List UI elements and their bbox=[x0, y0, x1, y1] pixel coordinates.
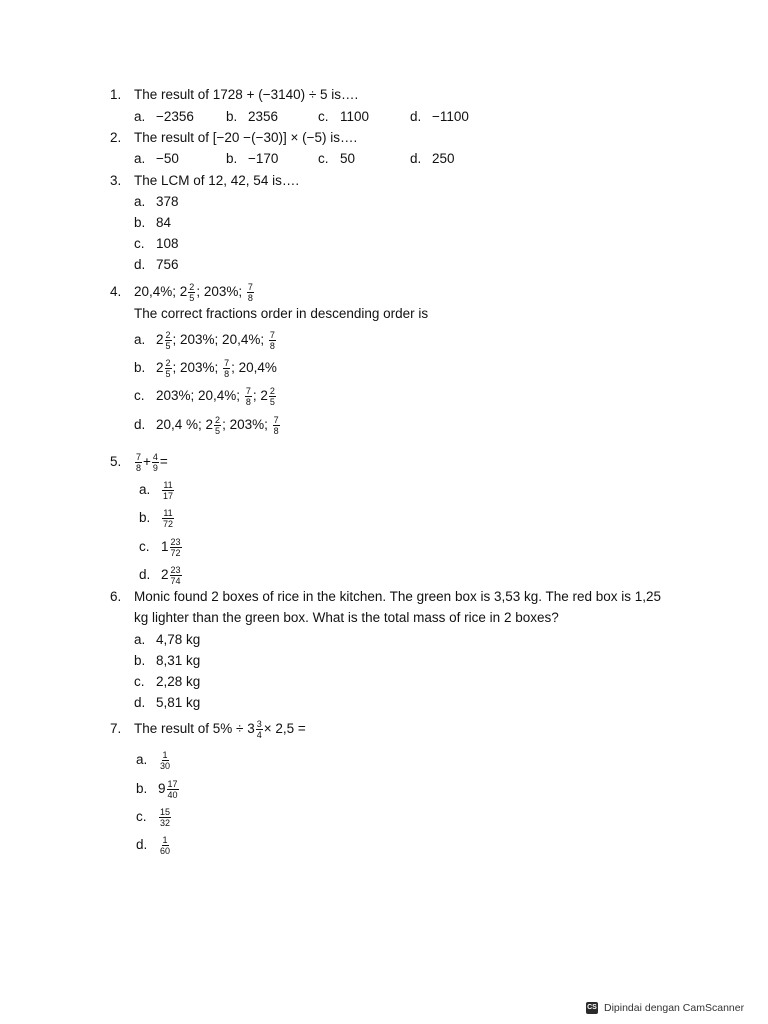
question-number: 1. bbox=[110, 87, 122, 102]
fraction: $\frac{2}{5}$ bbox=[165, 330, 171, 351]
option-4c: c. 203%; 20,4%; $\frac{7}{8}$ ; 2 $\frac{2}{5}$ bbox=[134, 386, 275, 407]
fraction: $\frac{11}{72}$ bbox=[163, 508, 174, 529]
question-text: Monic found 2 boxes of rice in the kitchen. The green box is 3,53 kg. The red box is 1,25 bbox=[134, 589, 662, 604]
question-number: 7. bbox=[110, 721, 122, 737]
watermark-text: Dipindai dengan CamScanner bbox=[604, 1002, 745, 1014]
fraction: $\frac{7}{8}$ bbox=[136, 452, 142, 473]
option-6d: d. 5,81 kg bbox=[134, 695, 201, 710]
option-3a: a. 378 bbox=[134, 194, 179, 209]
option-6c: c. 2,28 kg bbox=[134, 674, 201, 689]
fraction: $\frac{2}{5}$ bbox=[215, 415, 221, 436]
fraction: $\frac{7}{8}$ bbox=[273, 415, 279, 436]
option-7b: b. 9 $\frac{17}{40}$ bbox=[136, 779, 178, 800]
fraction: $\frac{23}{74}$ bbox=[170, 565, 181, 586]
option-5b: b. $\frac{11}{72}$ bbox=[139, 508, 174, 529]
fraction: $\frac{23}{72}$ bbox=[170, 537, 181, 558]
option-3d: d. 756 bbox=[134, 257, 179, 272]
option-4a: a. 2 $\frac{2}{5}$ ; 203%; 20,4%; $\frac{7}{8}$ bbox=[134, 330, 275, 351]
question-number: 3. bbox=[110, 173, 122, 188]
option-5d: d. 2 $\frac{23}{74}$ bbox=[139, 565, 181, 586]
question-5: 5. $\frac{7}{8}$ + $\frac{4}{9}$ = bbox=[110, 452, 168, 473]
fraction: $\frac{15}{32}$ bbox=[160, 807, 171, 828]
question-4-instruction: The correct fractions order in descending order is bbox=[134, 306, 429, 321]
question-text: The LCM of 12, 42, 54 is…. bbox=[134, 173, 300, 188]
fraction: $\frac{2}{5}$ bbox=[165, 358, 171, 379]
question-3 bbox=[110, 172, 299, 190]
question-6-line2: kg lighter than the green box. What is the total mass of rice in 2 boxes? bbox=[134, 610, 559, 625]
option-1d: d. −1100 bbox=[410, 109, 469, 124]
question-4: 4. 20,4%; 2 $\frac{2}{5}$ ; 203%; $\frac{7}{8}$ bbox=[110, 282, 253, 303]
camscanner-icon: CS bbox=[586, 1002, 598, 1014]
fraction: $\frac{3}{4}$ bbox=[256, 719, 262, 740]
fraction: $\frac{7}{8}$ bbox=[247, 282, 253, 303]
fraction: $\frac{1}{60}$ bbox=[160, 835, 171, 856]
fraction: $\frac{4}{9}$ bbox=[152, 452, 158, 473]
option-3b: b. 84 bbox=[134, 215, 172, 230]
fraction: $\frac{7}{8}$ bbox=[224, 358, 230, 379]
question-1 bbox=[110, 86, 358, 104]
fraction: $\frac{2}{5}$ bbox=[189, 282, 195, 303]
question-7: 7. The result of 5% ÷ 3 $\frac{3}{4}$ × 2,5 = bbox=[110, 719, 306, 740]
option-2a: a. −50 bbox=[134, 151, 179, 166]
fraction: $\frac{2}{5}$ bbox=[269, 386, 275, 407]
option-4b: b. 2 $\frac{2}{5}$ ; 203%; $\frac{7}{8}$ ; 20,4% bbox=[134, 358, 277, 379]
fraction: $\frac{17}{40}$ bbox=[167, 779, 178, 800]
option-1c: c. 1100 bbox=[318, 109, 370, 124]
question-number: 6. bbox=[110, 589, 122, 604]
option-7a: a. $\frac{1}{30}$ bbox=[136, 750, 171, 771]
option-2b: b. −170 bbox=[226, 151, 279, 166]
option-7c: c. $\frac{15}{32}$ bbox=[136, 807, 171, 828]
option-3c: c. 108 bbox=[134, 236, 179, 251]
fraction: $\frac{7}{8}$ bbox=[245, 386, 251, 407]
camscanner-watermark bbox=[586, 998, 758, 1018]
option-2c: c. 50 bbox=[318, 151, 356, 166]
question-number: 2. bbox=[110, 130, 122, 145]
question-text: The result of [−20 −(−30)] × (−5) is…. bbox=[134, 130, 358, 145]
option-5a: a. $\frac{11}{17}$ bbox=[139, 480, 174, 501]
option-2d: d. 250 bbox=[410, 151, 455, 166]
option-1a: a. −2356 bbox=[134, 109, 194, 124]
option-1b: b. 2356 bbox=[226, 109, 279, 124]
option-7d: d. $\frac{1}{60}$ bbox=[136, 835, 171, 856]
option-5c: c. 1 $\frac{23}{72}$ bbox=[139, 537, 181, 558]
question-2 bbox=[110, 129, 357, 147]
option-6b: b. 8,31 kg bbox=[134, 653, 201, 668]
question-6 bbox=[110, 588, 661, 606]
fraction: $\frac{11}{17}$ bbox=[163, 480, 174, 501]
question-number: 4. bbox=[110, 284, 122, 300]
fraction: $\frac{1}{30}$ bbox=[160, 750, 171, 771]
option-4d: d. 20,4 %; 2 $\frac{2}{5}$ ; 203%; $\frac{7}{8}$ bbox=[134, 415, 279, 436]
question-number: 5. bbox=[110, 454, 122, 470]
fraction: $\frac{7}{8}$ bbox=[269, 330, 275, 351]
question-text: The result of 1728 + (−3140) ÷ 5 is…. bbox=[134, 87, 359, 102]
option-6a: a. 4,78 kg bbox=[134, 632, 201, 647]
